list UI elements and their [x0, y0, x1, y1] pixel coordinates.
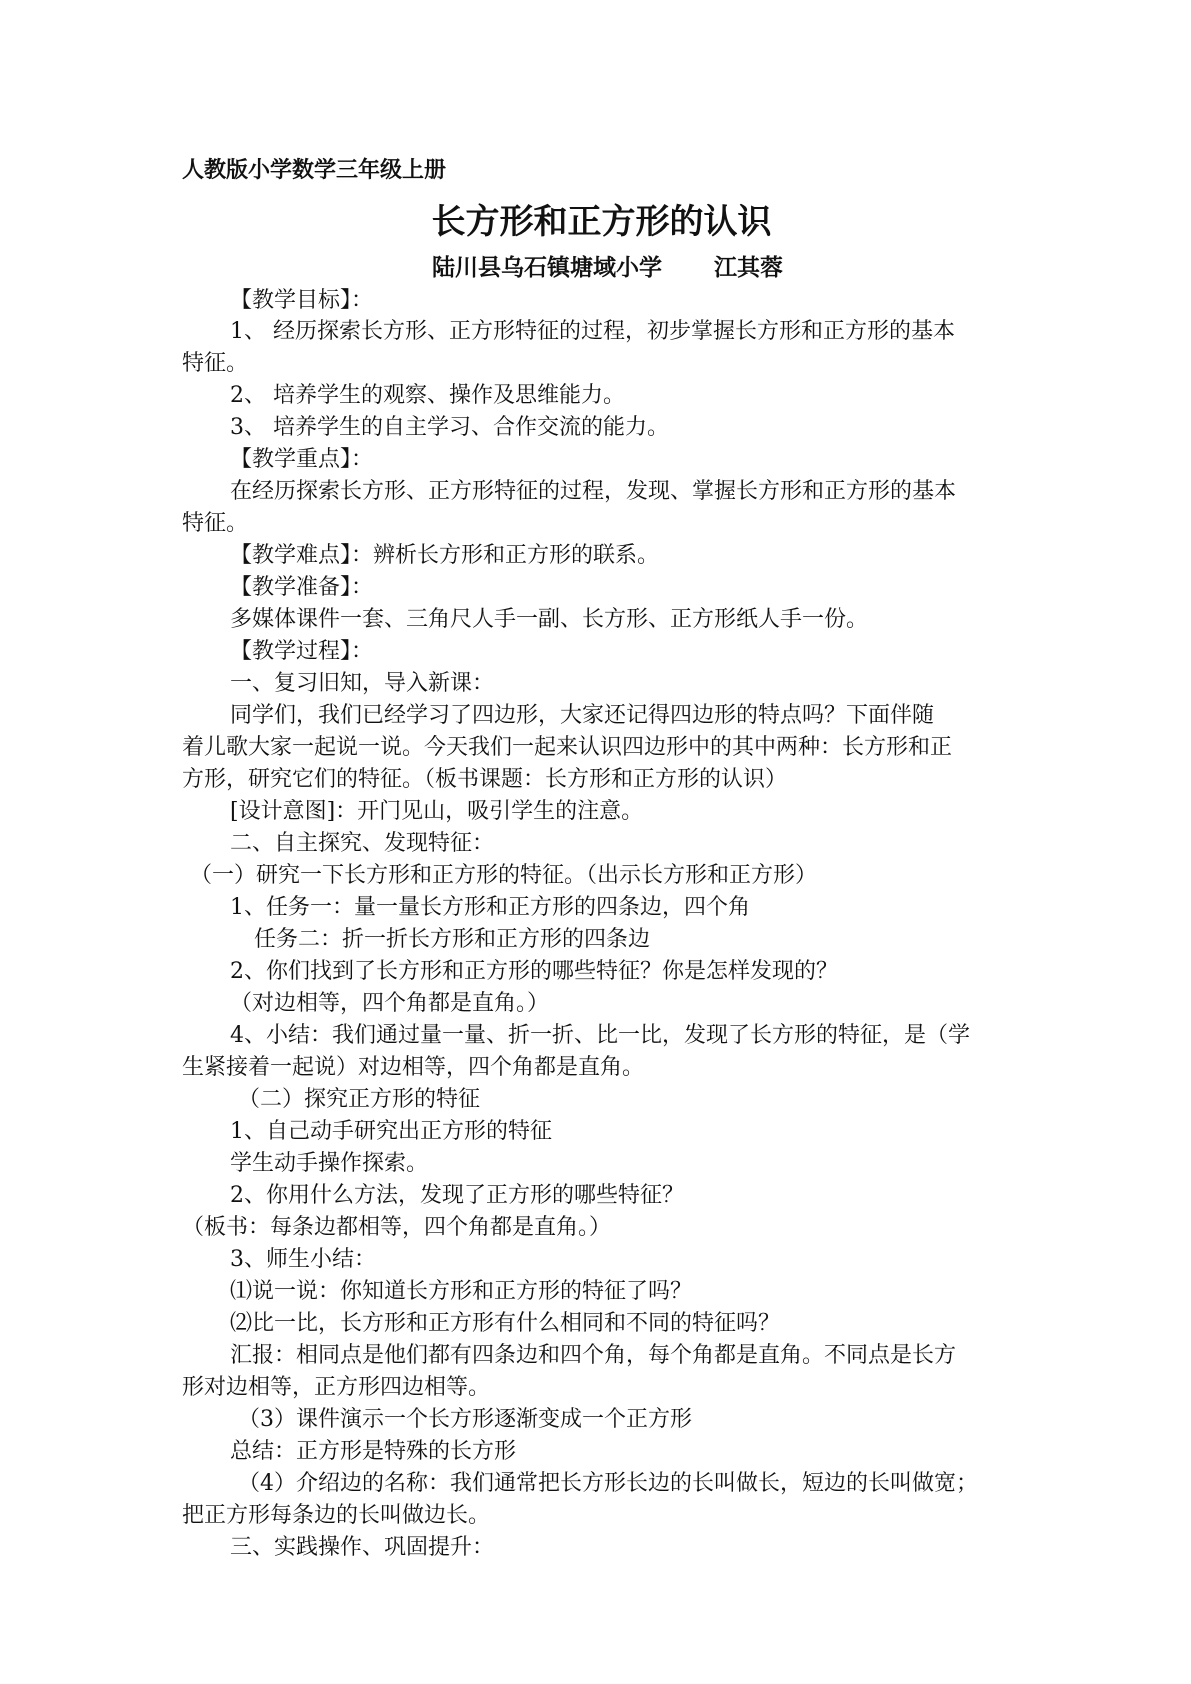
paragraph-line: 方形，研究它们的特征。（板书课题：长方形和正方形的认识）	[182, 767, 788, 792]
section-heading: 【教学准备】：	[230, 575, 374, 600]
paragraph-line: 多媒体课件一套、三角尺人手一副、长方形、正方形纸人手一份。	[230, 607, 869, 632]
section-heading: 【教学目标】：	[230, 288, 374, 313]
paragraph-line: 同学们，我们已经学习了四边形，大家还记得四边形的特点吗？下面伴随	[230, 703, 935, 728]
paragraph-line: （一）研究一下长方形和正方形的特征。（出示长方形和正方形）	[190, 863, 818, 888]
paragraph-line: 汇报：相同点是他们都有四条边和四个角，每个角都是直角。不同点是长方	[230, 1343, 957, 1368]
paragraph-line: 形对边相等，正方形四边相等。	[182, 1375, 491, 1400]
paragraph-line: 学生动手操作探索。	[230, 1151, 429, 1176]
page-title: 长方形和正方形的认识	[431, 202, 772, 242]
paragraph-line: [设计意图]：开门见山，吸引学生的注意。	[230, 799, 644, 824]
paragraph-line: 3、 培养学生的自主学习、合作交流的能力。	[230, 415, 669, 440]
paragraph-line: （4）介绍边的名称：我们通常把长方形长边的长叫做长，短边的长叫做宽；	[238, 1471, 978, 1496]
paragraph-line: 特征。	[182, 351, 249, 376]
paragraph-line: （板书：每条边都相等，四个角都是直角。）	[182, 1215, 612, 1240]
paragraph-line: 一、复习旧知，导入新课：	[230, 671, 495, 696]
section-heading: 【教学难点】：辨析长方形和正方形的联系。	[230, 543, 660, 568]
paragraph-line: 生紧接着一起说）对边相等，四个角都是直角。	[182, 1055, 645, 1080]
paragraph-line: ⑵比一比，长方形和正方形有什么相同和不同的特征吗？	[230, 1311, 781, 1336]
paragraph-line: ⑴说一说：你知道长方形和正方形的特征了吗？	[230, 1279, 693, 1304]
paragraph-line: 2、 培养学生的观察、操作及思维能力。	[230, 383, 625, 408]
paragraph-line: 1、 经历探索长方形、正方形特征的过程，初步掌握长方形和正方形的基本	[230, 319, 955, 344]
author-line	[432, 254, 783, 282]
paragraph-line: 1、自己动手研究出正方形的特征	[230, 1119, 552, 1144]
author-name: 江其蓉	[714, 254, 783, 281]
paragraph-line: 3、师生小结：	[230, 1247, 376, 1272]
paragraph-line: 在经历探索长方形、正方形特征的过程，发现、掌握长方形和正方形的基本	[230, 479, 957, 504]
paragraph-line: （二）探究正方形的特征	[238, 1087, 481, 1112]
paragraph-line: 1、任务一：量一量长方形和正方形的四条边，四个角	[230, 895, 750, 920]
paragraph-line: 任务二：折一折长方形和正方形的四条边	[254, 927, 651, 952]
paragraph-line: 三、实践操作、巩固提升：	[230, 1535, 495, 1560]
paragraph-line: 总结：正方形是特殊的长方形	[230, 1439, 517, 1464]
paragraph-line: （对边相等，四个角都是直角。）	[230, 991, 550, 1016]
paragraph-line: 把正方形每条边的长叫做边长。	[182, 1503, 491, 1528]
paragraph-line: 着儿歌大家一起说一说。今天我们一起来认识四边形中的其中两种：长方形和正	[182, 735, 953, 760]
section-heading: 【教学重点】：	[230, 447, 374, 472]
paragraph-line: 2、你们找到了长方形和正方形的哪些特征？你是怎样发现的？	[230, 959, 838, 984]
paragraph-line: 二、自主探究、发现特征：	[230, 831, 495, 856]
paragraph-line: 2、你用什么方法，发现了正方形的哪些特征？	[230, 1183, 684, 1208]
section-heading: 【教学过程】：	[230, 639, 374, 664]
school-name: 陆川县乌石镇塘域小学	[432, 254, 662, 281]
paragraph-line: 特征。	[182, 511, 249, 536]
paragraph-line: （3）课件演示一个长方形逐渐变成一个正方形	[238, 1407, 692, 1432]
paragraph-line: 4、小结：我们通过量一量、折一折、比一比，发现了长方形的特征，是（学	[230, 1023, 970, 1048]
series-label: 人教版小学数学三年级上册	[182, 157, 447, 183]
